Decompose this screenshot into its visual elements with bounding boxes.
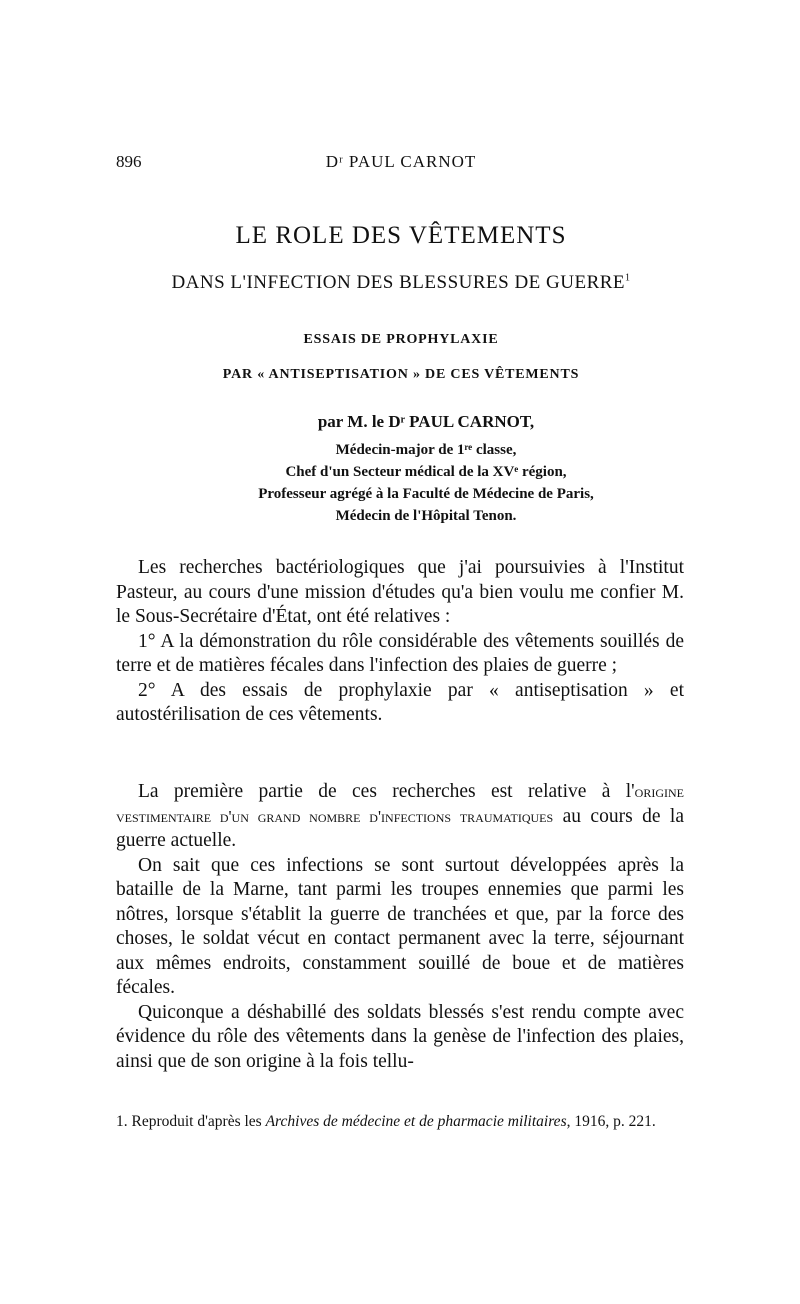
- credential-line: Médecin de l'Hôpital Tenon.: [335, 508, 517, 524]
- footnote: [116, 1112, 684, 1132]
- paragraph: Quiconque a déshabillé des soldats blessés s'est rendu compte avec évidence du rôle des vêtements dans la genèse de l'infection des plaies, ainsi que de son origine à la fois tellu-: [116, 1001, 684, 1072]
- small-caps-phrase: origine vestimentaire d'un grand nombre d'infections traumatiques: [116, 782, 684, 826]
- paragraph: On sait que ces infections se sont surtout développées après la bataille de la Marne, tant parmi les troupes ennemies que parmi les nôtres, lorsque s'établit la guerre de tranchées et que, par la force des choses, le soldat vécut en contact permanent avec la terre, séjournant aux mêmes endroits, constamment souillé de boue et de matières fécales.: [116, 854, 684, 998]
- credential-line: Chef d'un Secteur médical de la XVᵉ région,: [285, 464, 567, 480]
- credential-line: Médecin-major de 1ʳᵉ classe,: [335, 442, 517, 458]
- footnote-journal: Archives de médecine et de pharmacie militaires: [265, 1113, 567, 1130]
- paragraph: Les recherches bactériologiques que j'ai poursuivies à l'Institut Pasteur, au cours d'une mission d'études qu'a bien voulu me confier M. le Sous-Secrétaire d'État, ont été relatives :: [116, 557, 684, 627]
- main-section: [116, 780, 684, 1074]
- article-title: LE ROLE DES VÊTEMENTS: [235, 222, 567, 249]
- subtitle-text: DANS L'INFECTION DES BLESSURES DE GUERRE: [171, 272, 626, 293]
- essay-line-2: PAR « ANTISEPTISATION » DE CES VÊTEMENTS: [222, 367, 580, 382]
- paragraph: 1° A la démonstration du rôle considérable des vêtements souillés de terre et de matières fécales dans l'infection des plaies de guerre ;: [116, 630, 684, 676]
- page-number: 896: [116, 152, 142, 171]
- footnote-start: 1. Reproduit d'après les: [116, 1113, 266, 1130]
- intro-section: [116, 556, 684, 728]
- paragraph-text: au cours de la guerre actuelle.: [116, 805, 684, 851]
- paragraph: 2° A des essais de prophylaxie par « antiseptisation » et autostérilisation de ces vêtements.: [116, 679, 684, 725]
- credential-line: Professeur agrégé à la Faculté de Médecine de Paris,: [258, 486, 594, 502]
- essay-line-1: ESSAIS DE PROPHYLAXIE: [303, 332, 499, 347]
- paragraph-text: La première partie de ces recherches est relative à l': [138, 781, 635, 802]
- footnote-end: , 1916, p. 221.: [566, 1113, 656, 1130]
- running-header: [116, 152, 686, 176]
- article-subtitle: [116, 272, 686, 294]
- paragraph: [116, 780, 684, 854]
- running-head-author: Dʳ PAUL CARNOT: [325, 152, 477, 171]
- footnote-text: [116, 1112, 684, 1132]
- author-byline: par M. le Dʳ PAUL CARNOT,: [317, 412, 535, 431]
- footnote-mark: 1: [625, 272, 631, 284]
